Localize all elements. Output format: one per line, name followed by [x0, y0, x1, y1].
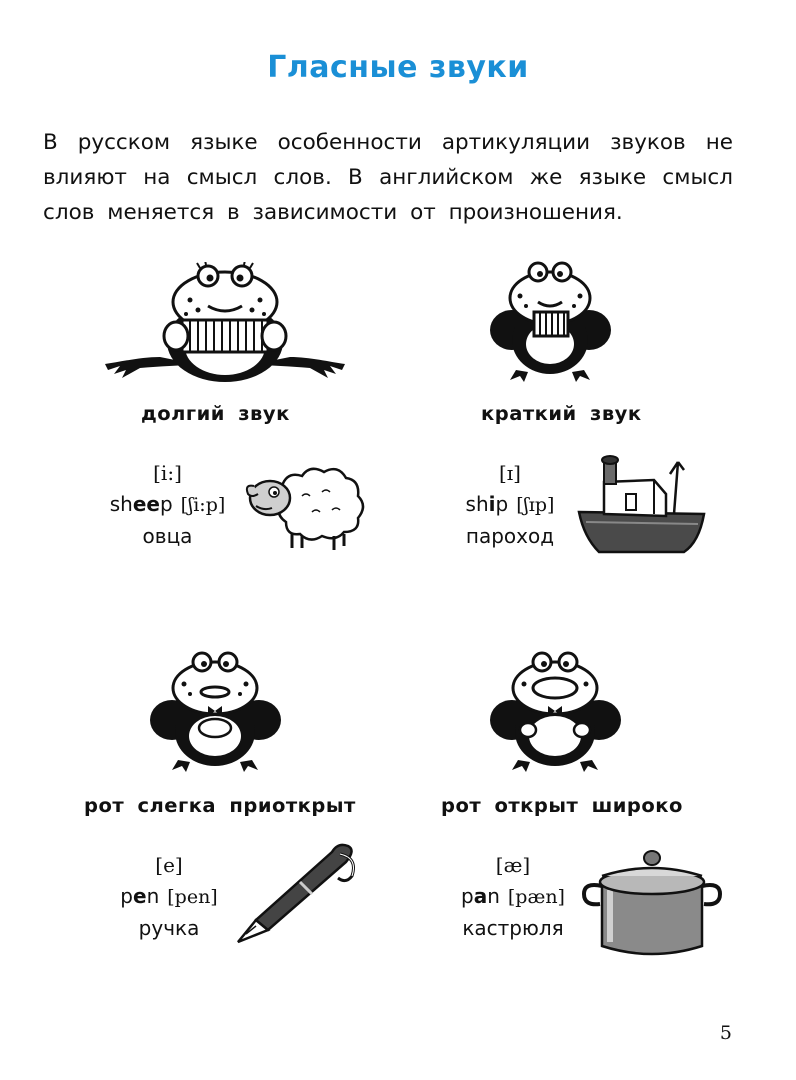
- english-word: pen: [120, 884, 160, 908]
- ipa-symbol: [e]: [155, 853, 183, 877]
- ipa-symbol: [æ]: [495, 853, 531, 877]
- frog-accordion-icon: [100, 262, 350, 387]
- frog-mouth-open-icon: [488, 648, 623, 773]
- ship-icon: [574, 452, 714, 562]
- word-block-pan: [448, 850, 578, 943]
- page-title: Гласные звуки: [267, 50, 529, 85]
- caption-mouth-wide-open: рот открыт широко: [441, 794, 683, 817]
- frog-hands-folded-icon: [148, 648, 283, 773]
- pen-icon: [228, 842, 368, 952]
- translation: ручка: [138, 916, 200, 940]
- caption-short-sound: краткий звук: [481, 402, 642, 425]
- english-word: sheep: [109, 492, 173, 516]
- translation: пароход: [465, 524, 555, 548]
- translation: кастрюля: [462, 916, 564, 940]
- caption-mouth-slightly-open: рот слегка приоткрыт: [84, 794, 356, 817]
- transcription: [pen]: [167, 886, 218, 908]
- ipa-symbol: [i:]: [153, 461, 182, 485]
- translation: овца: [142, 524, 193, 548]
- transcription: [ʃɪp]: [516, 494, 555, 516]
- transcription: [ʃi:p]: [180, 494, 226, 516]
- pan-icon: [580, 846, 725, 961]
- sheep-icon: [242, 456, 372, 551]
- page-number: 5: [719, 1022, 732, 1044]
- caption-long-sound: долгий звук: [141, 402, 290, 425]
- word-block-sheep: [100, 458, 235, 551]
- word-block-ship: [440, 458, 580, 551]
- transcription: [pæn]: [507, 886, 565, 908]
- ipa-symbol: [ɪ]: [498, 461, 521, 485]
- frog-small-accordion-icon: [488, 258, 613, 383]
- word-block-pen: [104, 850, 234, 943]
- english-word: ship: [465, 492, 509, 516]
- intro-paragraph: В русском языке особенности артикуляции звуков не влияют на смысл слов. В английском же языке смысл слов меняется в зависимости от произношения.: [43, 130, 733, 225]
- english-word: pan: [461, 884, 500, 908]
